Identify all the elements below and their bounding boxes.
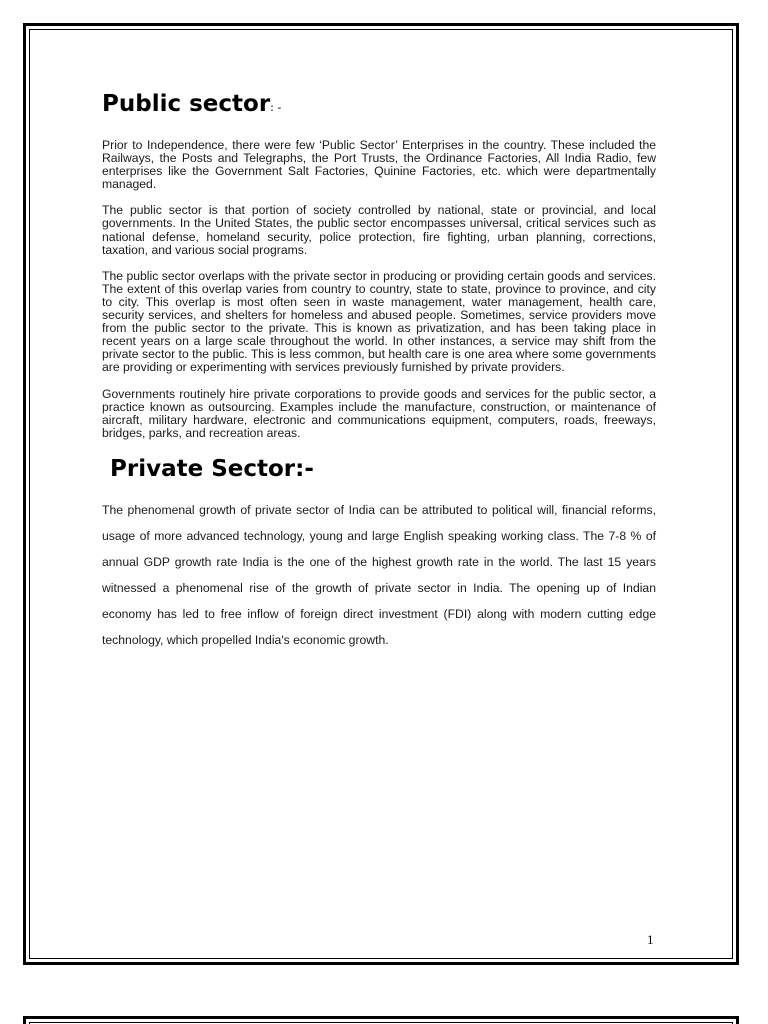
- public-sector-paragraph-3: The public sector overlaps with the private sector in producing or providing certain goods and services. The extent of this overlap varies from country to country, state to state, province to province, and city to city. This overlap is most often seen in waste management, water management, health care, security services, and shelters for homeless and abused people. Sometimes, service providers move from the public sector to the private. This is known as privatization, and has been taking place in recent years on a large scale throughout the world. In other instances, a service may shift from the private sector to the public. This is less common, but health care is one area where some governments are providing or experimenting with services previously furnished by private providers.: [102, 268, 656, 375]
- public-sector-paragraph-2: The public sector is that portion of society controlled by national, state or provincial, and local governments. In the United States, the public sector encompasses universal, critical services such as national defense, homeland security, police protection, fire fighting, urban planning, corrections, taxation, and various social programs.: [102, 203, 656, 257]
- page-content: [102, 88, 656, 666]
- public-sector-heading-text: Public sector: [102, 91, 271, 117]
- public-sector-paragraph-1: Prior to Independence, there were few ‘Public Sector’ Enterprises in the country. These included the Railways, the Posts and Telegraphs, the Port Trusts, the Ordinance Factories, All India Radio, few enterprises like the Government Salt Factories, Quinine Factories, etc. which were departmentally managed.: [102, 138, 656, 192]
- next-page-border: [23, 1016, 739, 1024]
- page-number: 1: [647, 932, 654, 947]
- private-sector-paragraph: The phenomenal growth of private sector of India can be attributed to political will, financial reforms, usage of more advanced technology, young and large English speaking working class. The 7-8 % of annual GDP growth rate India is the one of the highest growth rate in the world. The last 15 years witnessed a phenomenal rise of the growth of private sector in India. The opening up of Indian economy has led to free inflow of foreign direct investment (FDI) along with modern cutting edge technology, which propelled India's economic growth.: [102, 502, 656, 647]
- public-sector-paragraph-4: Governments routinely hire private corporations to provide goods and services for the public sector, a practice known as outsourcing. Examples include the manufacture, construction, or maintenance of aircraft, military hardware, electronic and communications equipment, computers, roads, freeways, bridges, parks, and recreation areas.: [102, 386, 656, 440]
- public-sector-heading-suffix: : -: [270, 101, 282, 114]
- public-sector-heading: [102, 88, 656, 124]
- private-sector-heading: Private Sector:-: [110, 455, 314, 482]
